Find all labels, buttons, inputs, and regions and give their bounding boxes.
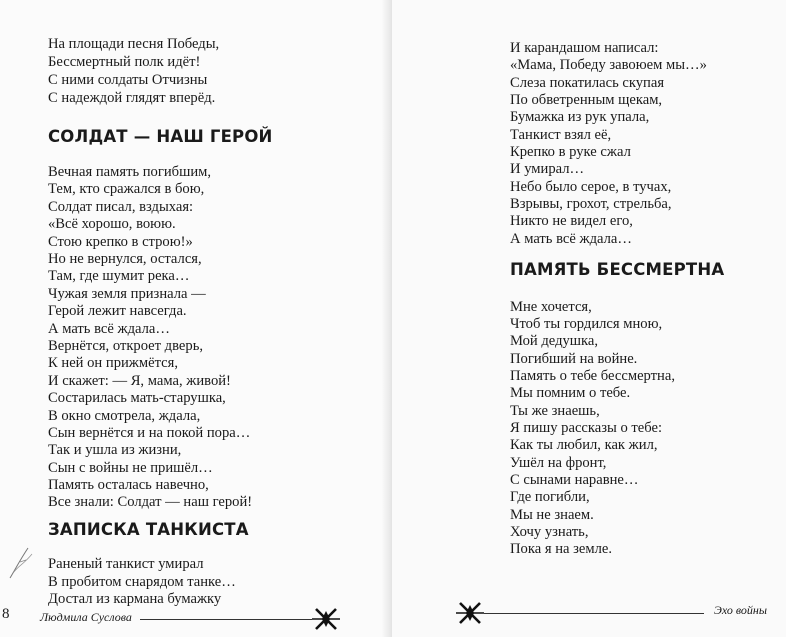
verse-line: Взрывы, грохот, стрельба, xyxy=(510,196,672,212)
right-page xyxy=(392,0,786,637)
footer-rule xyxy=(140,619,312,620)
verse-line: Где погибли, xyxy=(510,489,590,505)
verse-line: Танкист взял её, xyxy=(510,127,612,143)
verse-line: И умирал… xyxy=(510,161,585,177)
verse-line: По обветренным щекам, xyxy=(510,92,663,108)
verse-line: Мы помним о тебе. xyxy=(510,385,631,401)
poem-title-memory: ПАМЯТЬ БЕССМЕРТНА xyxy=(510,260,725,279)
pencil-mark-icon xyxy=(6,542,38,582)
verse-line: Как ты любил, как жил, xyxy=(510,437,658,453)
verse-line: Никто не видел его, xyxy=(510,213,633,229)
star-ornament-icon xyxy=(456,599,484,627)
verse-line: Все знали: Солдат — наш герой! xyxy=(48,494,253,510)
page-number: 8 xyxy=(2,606,10,622)
verse-line: Тем, кто сражался в бою, xyxy=(48,181,205,197)
verse-line: Чтоб ты гордился мною, xyxy=(510,316,663,332)
verse-line: С сынами наравне… xyxy=(510,472,639,488)
star-ornament-icon xyxy=(312,605,340,633)
verse-line: На площади песня Победы, xyxy=(48,36,220,52)
verse-line: Я пишу рассказы о тебе: xyxy=(510,420,663,436)
verse-line: Память о тебе бессмертна, xyxy=(510,368,675,384)
verse-line: С надеждой глядят вперёд. xyxy=(48,90,216,106)
verse-line: Чужая земля признала — xyxy=(48,286,206,302)
verse-line: Стою крепко в строю!» xyxy=(48,234,193,250)
verse-line: С ними солдаты Отчизны xyxy=(48,72,208,88)
verse-line: Вернётся, откроет дверь, xyxy=(48,338,203,354)
verse-line: Мне хочется, xyxy=(510,299,592,315)
footer-author: Людмила Суслова xyxy=(40,610,132,624)
verse-line: А мать всё ждала… xyxy=(510,231,632,247)
verse-line: Герой лежит навсегда. xyxy=(48,303,187,319)
footer-rule xyxy=(484,613,704,614)
verse-line: Небо было серое, в тучах, xyxy=(510,179,672,195)
verse-line: Хочу узнать, xyxy=(510,524,589,540)
verse-line: А мать всё ждала… xyxy=(48,321,170,337)
verse-line: Достал из кармана бумажку xyxy=(48,591,222,607)
verse-line: Сын с войны не пришёл… xyxy=(48,460,213,476)
verse-line: Мы не знаем. xyxy=(510,507,594,523)
verse-line: Сын вернётся и на покой пора… xyxy=(48,425,251,441)
verse-line: Состарилась мать-старушка, xyxy=(48,390,226,406)
verse-line: «Мама, Победу завоюем мы…» xyxy=(510,57,707,73)
verse-line: Раненый танкист умирал xyxy=(48,556,204,572)
verse-line: «Всё хорошо, воюю. xyxy=(48,216,176,232)
verse-line: Так и ушла из жизни, xyxy=(48,442,182,458)
verse-line: Бумажка из рук упала, xyxy=(510,109,650,125)
footer-book-title: Эхо войны xyxy=(714,603,768,617)
verse-line: Бессмертный полк идёт! xyxy=(48,54,201,70)
verse-line: Там, где шумит река… xyxy=(48,268,190,284)
verse-line: Вечная память погибшим, xyxy=(48,164,212,180)
verse-line: Слеза покатилась скупая xyxy=(510,75,665,91)
verse-line: Солдат писал, вздыхая: xyxy=(48,199,194,215)
verse-line: Погибший на войне. xyxy=(510,351,638,367)
verse-line: Мой дедушка, xyxy=(510,333,599,349)
verse-line: Крепко в руке сжал xyxy=(510,144,631,160)
verse-line: В окно смотрела, ждала, xyxy=(48,408,201,424)
verse-line: Но не вернулся, остался, xyxy=(48,251,202,267)
poem-title-tanker: ЗАПИСКА ТАНКИСТА xyxy=(48,520,249,539)
verse-line: Ушёл на фронт, xyxy=(510,455,607,471)
verse-line: Ты же знаешь, xyxy=(510,403,600,419)
verse-line: В пробитом снарядом танке… xyxy=(48,574,236,590)
poem-title-soldier: СОЛДАТ — НАШ ГЕРОЙ xyxy=(48,127,273,146)
verse-line: И карандашом написал: xyxy=(510,40,659,56)
verse-line: Пока я на земле. xyxy=(510,541,613,557)
verse-line: К ней он прижмётся, xyxy=(48,355,178,371)
left-page xyxy=(0,0,392,637)
verse-line: И скажет: — Я, мама, живой! xyxy=(48,373,231,389)
verse-line: Память осталась навечно, xyxy=(48,477,209,493)
